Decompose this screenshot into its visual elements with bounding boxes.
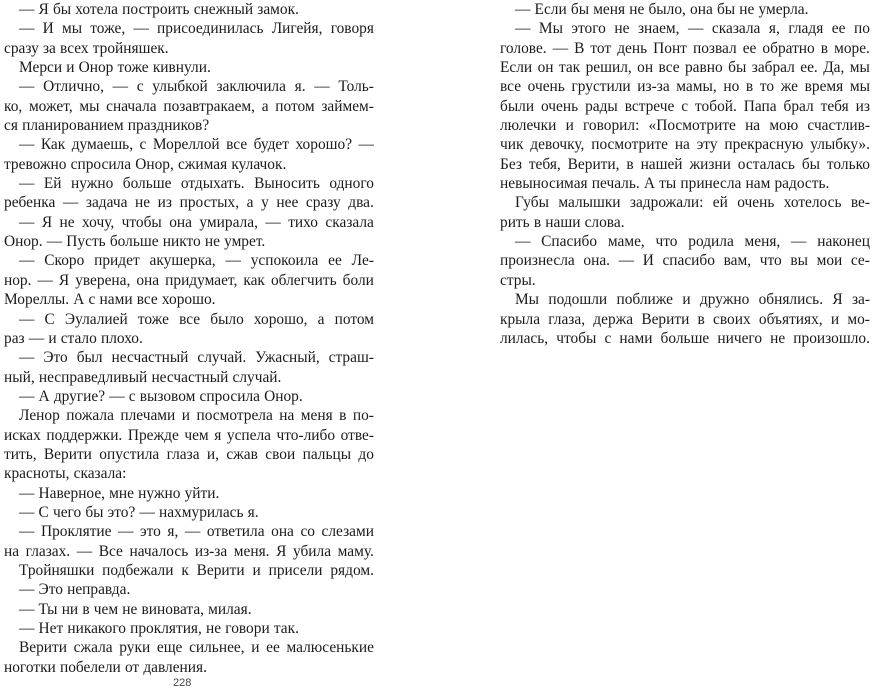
- right-page-line: все очень грустили из-за мамы, но в то же время мы: [500, 78, 870, 96]
- right-page-line: были очень рады встрече с тобой. Папа брал тебя из: [500, 97, 870, 115]
- left-page-line: ся планированием праздников?: [4, 117, 210, 135]
- left-page-line: на глазах. — Все началось из-за меня. Я убила маму.: [4, 542, 374, 560]
- left-page-line: Верити сжала руки еще сильнее, и ее малюсенькие: [19, 639, 374, 657]
- left-page-line: исках поддержки. Прежде чем я успела что-либо отве-: [4, 426, 374, 444]
- left-page-line: Ленор пожала плечами и посмотрела на меня в по-: [19, 407, 374, 425]
- right-page-line: чик девочку, посмотрите на эту прекрасную улыбку».: [500, 136, 870, 154]
- left-page-line: — Как думаешь, с Мореллой все будет хорошо? —: [19, 136, 374, 154]
- left-page-line: — Ей нужно больше отдыхать. Выносить одного: [19, 175, 374, 193]
- right-page-line: — Если бы меня не было, она бы не умерла.: [515, 1, 809, 18]
- right-page-line: — Спасибо маме, что родила меня, — наконец: [515, 233, 870, 251]
- right-page-line: люлечки и говорил: «Посмотрите на мою счастлив-: [500, 117, 870, 135]
- right-page-line: Губы малышки задрожали: ей очень хотелось ве-: [515, 194, 870, 212]
- left-page-line: ноготки побелели от давления.: [4, 658, 207, 676]
- left-page-line: красноты, сказала:: [4, 465, 127, 483]
- left-page-line: ный, несправедливый несчастный случай.: [4, 368, 282, 386]
- page-number: 228: [173, 677, 192, 689]
- left-page-line: — Наверное, мне нужно уйти.: [19, 484, 220, 502]
- right-page-line: произнесла она. — И спасибо вам, что вы мои се-: [500, 252, 870, 270]
- left-page-line: — С чего бы это? — нахмурилась я.: [19, 503, 259, 521]
- left-page-line: — Ты ни в чем не виновата, милая.: [19, 600, 252, 618]
- right-page-line: Мы подошли поближе и дружно обнялись. Я за-: [515, 291, 870, 309]
- left-page-line: — С Эулалией тоже все было хорошо, а потом: [19, 310, 374, 328]
- left-page-line: Мерси и Онор тоже кивнули.: [19, 59, 211, 77]
- left-page-line: Онор. — Пусть больше никто не умрет.: [4, 233, 266, 251]
- right-page-text: [500, 0, 870, 348]
- left-page-line: тревожно спросила Онор, сжимая кулачок.: [4, 155, 287, 173]
- left-page-line: сразу за всех тройняшек.: [4, 39, 169, 57]
- left-page-line: — Скоро придет акушерка, — успокоила ее Ле-: [19, 252, 374, 270]
- left-page-line: — Я бы хотела построить снежный замок.: [19, 1, 299, 18]
- right-page-line: — Мы этого не знаем, — сказала я, гладя ее по: [515, 20, 870, 38]
- right-page-line: крыла глаза, держа Верити в своих объятиях, и мо-: [500, 310, 870, 328]
- left-page-text: [4, 0, 374, 677]
- left-page-line: — Это был несчастный случай. Ужасный, страш-: [19, 349, 374, 367]
- left-page-line: — Я не хочу, чтобы она умирала, — тихо сказала: [19, 213, 374, 231]
- left-page-line: — И мы тоже, — присоединилась Лигейя, говоря: [19, 20, 374, 38]
- left-page-line: тить, Верити опустила глаза и, сжав свои пальцы до: [4, 445, 374, 463]
- left-page-line: — Проклятие — это я, — ответила она со слезами: [19, 523, 374, 541]
- left-page-line: ребенка — задача не из простых, а у нее сразу два.: [4, 194, 374, 212]
- right-page-line: Без тебя, Верити, в нашей жизни осталась бы только: [500, 155, 870, 173]
- left-page-line: — А другие? — с вызовом спросила Онор.: [19, 387, 303, 405]
- right-page-line: стры.: [500, 271, 536, 289]
- left-page-line: ко, может, мы сначала позавтракаем, а потом займем-: [4, 97, 374, 115]
- right-page-line: лилась, чтобы с нами больше ничего не произошло.: [500, 329, 870, 347]
- left-page-line: раз — и стало плохо.: [4, 329, 143, 347]
- left-page-line: — Нет никакого проклятия, не говори так.: [19, 620, 299, 637]
- left-page-line: Мореллы. А с нами все хорошо.: [4, 291, 216, 309]
- right-page-line: невыносимая печаль. А ты принесла нам радость.: [500, 175, 830, 193]
- left-page-line: — Отлично, — с улыбкой заключила я. — Толь-: [19, 78, 374, 96]
- left-page-line: нор. — Я уверена, она придумает, как облегчить боли: [4, 271, 374, 289]
- left-page-line: Тройняшки подбежали к Верити и присели рядом.: [19, 561, 374, 579]
- right-page-line: голове. — В тот день Понт позвал ее обратно в море.: [500, 39, 870, 57]
- left-page-line: — Это неправда.: [19, 581, 131, 599]
- right-page-line: рить в наши слова.: [500, 213, 625, 231]
- right-page-line: Если он так решил, он все равно бы забрал ее. Да, мы: [500, 59, 870, 77]
